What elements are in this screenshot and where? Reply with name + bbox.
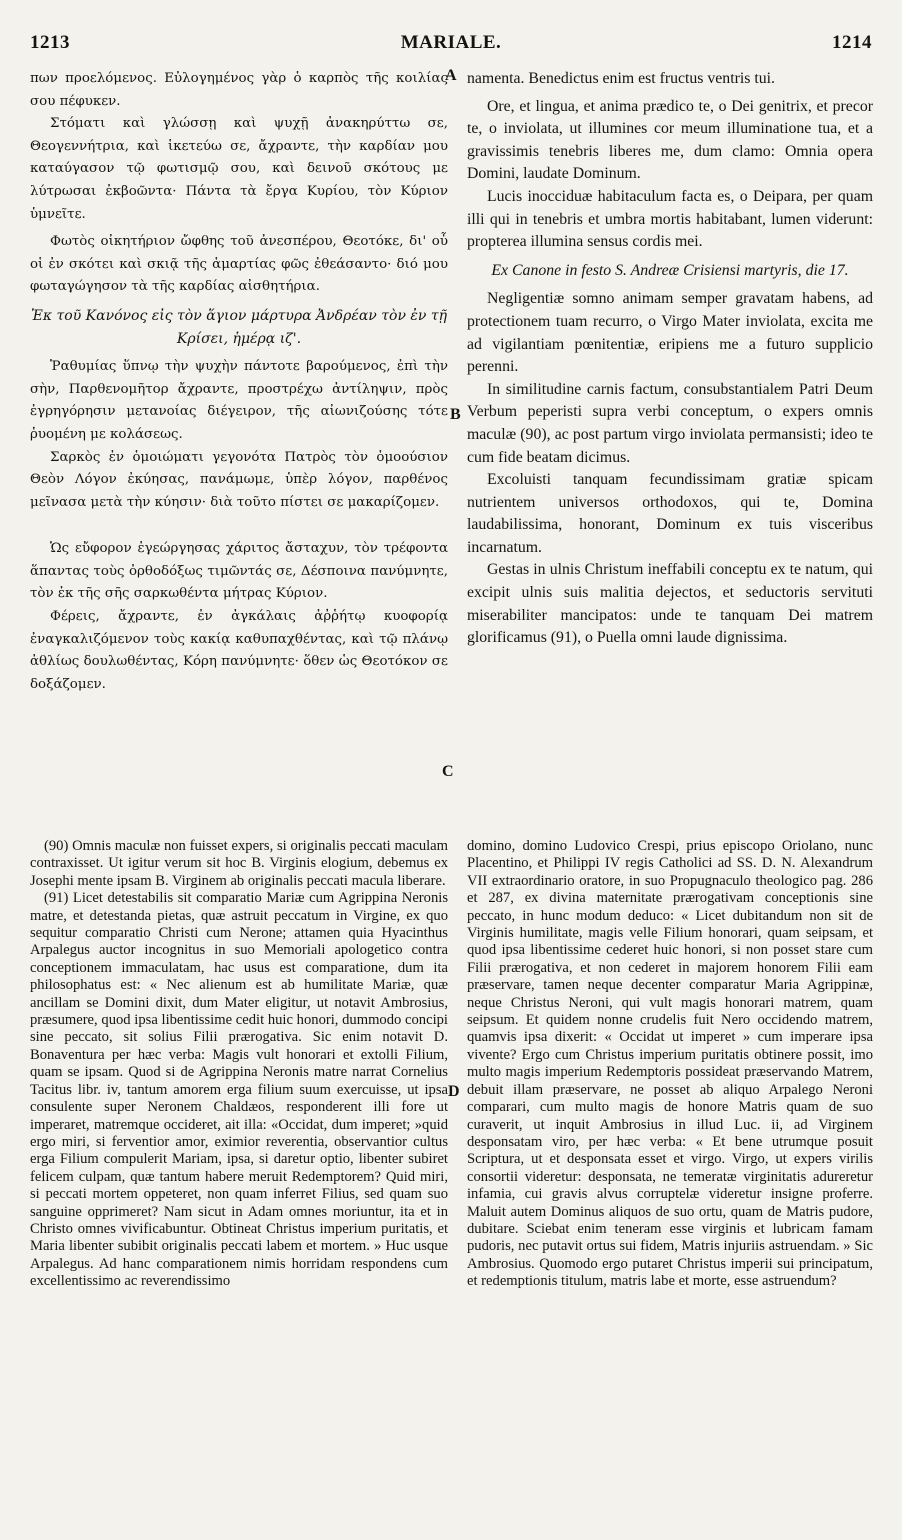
footnote-90: (90) Omnis maculæ non fuisset expers, si originalis peccati maculam contraxisset. Ut igitur verum sit hoc B. Virginis elogium, debemus ex Josephi mente ipsam B. Virginem ab originalis peccati macula liberare. xyxy=(30,838,448,889)
greek-paragraph: Ὡς εὔφορον ἐγεώργησας χάριτος ἄσταχυν, τὸν τρέφοντα ἅπαντας τοὺς ὀρθοδόξως τιμῶντάς σε, Δέσποινα πανύμνητε, τὸν ἐκ τῆς σῆς σαρκωθέντα μήτρας Κύριον. xyxy=(30,541,448,602)
latin-paragraph: Gestas in ulnis Christum ineffabili conceptu ex te natum, qui excipit ulnis suis malitia dejectos, et seductoris servituti miserabiliter mancipatos: unde te tanquam Dei matrem glorificamus (91), o Puella omni laude dignissima. xyxy=(467,561,873,647)
latin-paragraph: Excoluisti tanquam fecundissimam gratiæ spicam nutrientem universos orthodoxos, qui te, Domina laudabilissima, honorant, Dominum ex tuis visceribus incarnatum. xyxy=(467,471,873,556)
footnotes-left xyxy=(30,838,448,1291)
latin-column xyxy=(467,68,873,650)
margin-marker-c: C xyxy=(442,763,454,780)
greek-paragraph: Ῥαθυμίας ὕπνῳ τὴν ψυχὴν πάντοτε βαρούμενος, ἐπὶ τὴν σὴν, Παρθενομῆτορ ἄχραντε, προστρέχω ἀντίληψιν, πρὸς ἐγρηγόρησιν μετανοίας διέγειρον, τῆς αἰωνιζούσης τότε ῥυομένη με κολάσεως. xyxy=(30,359,448,442)
margin-marker-b: B xyxy=(450,406,461,423)
greek-paragraph: πων προελόμενος. Εὐλογημένος γὰρ ὁ καρπὸς τῆς κοιλίας σου πέφυκεν. xyxy=(30,71,448,109)
footnote-91-continued: domino, domino Ludovico Crespi, prius episcopo Oriolano, nunc Placentino, et Philippi IV regis Catholici ad SS. D. N. Alexandrum VII extraordinario oratore, in suo Propugnaculo theologico pag. 286 et 287, ex divina maternitate prærogativam conceptionis sine peccato, in hunc modum deduco: « Licet dubitandum non sit de Virginis humilitate, magis velle Filium honorari, quam seipsam, et quod ipsa libentissime cederet huic honori, si non posset stare cum Filii prærogativa, et non cederet in majorem honorem Filii eam præservare, tamen neque decenter comparatur Maria Agrippinæ, neque Christus Neroni, qui vult magis honorari matrem, quam seipsum. Et quidem nonne crudelis fuit Nero occidendo matrem, quamvis ipsa dixerit: « Occidat ut imperet » cum imperare ipsa vivente? Ergo cum Christus imperium puritatis obtinere possit, imo multo magis imperium Redemptoris possideat præservando Matrem, debuit illam præservare, ne posset ab aliquo Arpalego Neroni comparari, cum multo magis de honore Matris quam de suo curaverit, ut inquit Ambrosius in illud Luc. ii, ad Virginem desponsatam viro, per hæc verba: « Et bene utrumque posuit Scriptura, ut et desponsata esset et virgo. Virgo, ut expers virilis consortii videretur: desponsata, ne temeratæ virginitatis adureretur infamia, cui gravis alvus corruptelæ videretur insigne proferre. Maluit autem Dominus aliquos de suo ortu, quam de Matris pudore, dubitare. Sciebat enim teneram esse virginis et lubricam famam pudoris, nec putavit ortus sui fidem, Matris injuriis astruendam. » Sic Ambrosius. Quomodo ergo putaret Christus imperii sui principatum, et redemptionis titulum, matris labe et morte, esse astruendum? xyxy=(467,838,873,1290)
latin-paragraph: Ore, et lingua, et anima prædico te, o Dei genitrix, et precor te, o inviolata, ut illumines cor meum illuminatione tua, et a gravissimis tenebris liberes me, dum clamo: Omnia opera Domini, laudate Dominum. xyxy=(467,97,873,183)
latin-paragraph: Negligentiæ somno animam semper gravatam habens, ad protectionem tuam recurro, o Virgo Mater inviolata, excita me ad vigilantiam pœnitentiæ, eripiens me a futuro supplicio perenni. xyxy=(467,290,873,376)
latin-paragraph: Lucis inocciduæ habitaculum facta es, o Deipara, per quam illi qui in tenebris et umbra mortis habitabant, lumen viderunt: propterea illumina sensus cordis mei. xyxy=(467,187,873,251)
latin-paragraph: namenta. Benedictus enim est fructus ventris tui. xyxy=(467,70,775,87)
page-header xyxy=(30,32,872,60)
footnote-91: (91) Licet detestabilis sit comparatio Mariæ cum Agrippina Neronis matre, et detestanda pietas, quæ astruit peccatum in Virgine, ex quo sequitur comparatio Christi cum Nerone; attamen quia Hyacinthus Arpalegus auctor incognitus in suo Memoriali apologetico contra conceptionem immaculatam, hac usus est comparatione, dum ita philosophatus est: « Nec alienum est ab humilitate Mariæ, quæ ancillam se Domini dixit, dum Mater eligitur, ut notavit Ambrosius, præsumere, quod ipsa libentissime cedit huic honori, dummodo concipi sine peccato, sit solius Filii prærogativa. Sic enim notavit D. Bonaventura per hæc verba: Magis vult honorari et extolli Filium, quam se ipsam. Quod si de Agrippina Neronis matre narrat Cornelius Tacitus libr. iv, tantum amorem erga filium suum exercuisse, ut ipsa consulente super Neronem Chaldæos, responderent illi fore ut imperaret, matremque occideret, ait illa: «Occidat, dum imperet; »quid ergo miri, si ferventior amor, eximior reverentia, observantior cultus erga Filium compulerit Mariam, ipsa, si daretur optio, libenter subiret felicem culpam, quæ tantum habere meruit Redemptorem? Quid miri, si peccati mortem oppeteret, non quam inferret Filius, sed quam suo sanguine opprimeret? Nam sicut in Adam omnes moriuntur, ita et in Christo omnes vivificabuntur. Obtineat Christus imperium puritatis, et Maria libenter subibit originalis peccati labem et mortem. » Huc usque Arpalegus. Ad hanc comparationem nimis horridam respondens cum excellentissimo ac reverendissimo xyxy=(30,890,448,1290)
greek-paragraph: Φωτὸς οἰκητήριον ὤφθης τοῦ ἀνεσπέρου, Θεοτόκε, δι' οὗ οἱ ἐν σκότει καὶ σκιᾷ τῆς ἁμαρτίας φῶς ἐθεάσαντο· διό μου φωταγώγησον τὰ τῆς καρδίας αἰσθητήρια. xyxy=(30,234,448,295)
greek-paragraph: Φέρεις, ἄχραντε, ἐν ἀγκάλαις ἀῤῥήτῳ κυοφορίᾳ ἐναγκαλιζόμενον τοὺς κακίᾳ καθυπαχθέντας, καὶ τῷ πλάνῳ ἀθλίως δουλωθέντας, Κόρη πανύμνητε· ὅθεν ὡς Θεοτόκον σε δοξάζομεν. xyxy=(30,609,448,692)
greek-section-heading: Ἐκ τοῦ Κανόνος εἰς τὸν ἅγιον μάρτυρα Ἀνδρέαν τὸν ἐν τῇ Κρίσει, ἡμέρᾳ ιζ'. xyxy=(30,307,448,347)
greek-paragraph: Σαρκὸς ἐν ὁμοιώματι γεγονότα Πατρὸς τὸν ὁμοούσιον Θεὸν Λόγον ἐκύησας, πανάμωμε, ὑπὲρ λόγον, παρθένος μεῖνασα μετὰ τὴν κύησιν· διὰ τοῦτο πίστει σε μακαρίζομεν. xyxy=(30,449,448,510)
greek-paragraph: Στόματι καὶ γλώσσῃ καὶ ψυχῇ ἀνακηρύττω σε, Θεογεννήτρια, καὶ ἱκετεύω σε, ἄχραντε, τὴν καρδίαν μου καταύγασον τῷ φωτισμῷ σου, καὶ δεινοῦ σκότους με λύτρωσαι ἐκβοῶντα· Πάντα τὰ ἔργα Κυρίου, τὸν Κύριον ὑμνεῖτε. xyxy=(30,116,448,222)
running-title: MARIALE. xyxy=(400,32,502,53)
page-number-right: 1214 xyxy=(832,32,872,53)
latin-paragraph: In similitudine carnis factum, consubstantialem Patri Deum Verbum peperisti supra verbi conceptum, o expers omnis maculæ (90), ac post partum virgo inviolata permansisti; ideo te cum fide beatam dicimus. xyxy=(467,380,873,466)
margin-marker-a: A xyxy=(445,67,457,84)
margin-marker-d: D xyxy=(448,1083,460,1100)
page-number-left: 1213 xyxy=(30,32,70,53)
footnotes-right xyxy=(467,838,873,1291)
greek-column xyxy=(30,68,448,696)
latin-section-heading: Ex Canone in festo S. Andreæ Crisiensi martyris, die 17. xyxy=(491,261,849,279)
